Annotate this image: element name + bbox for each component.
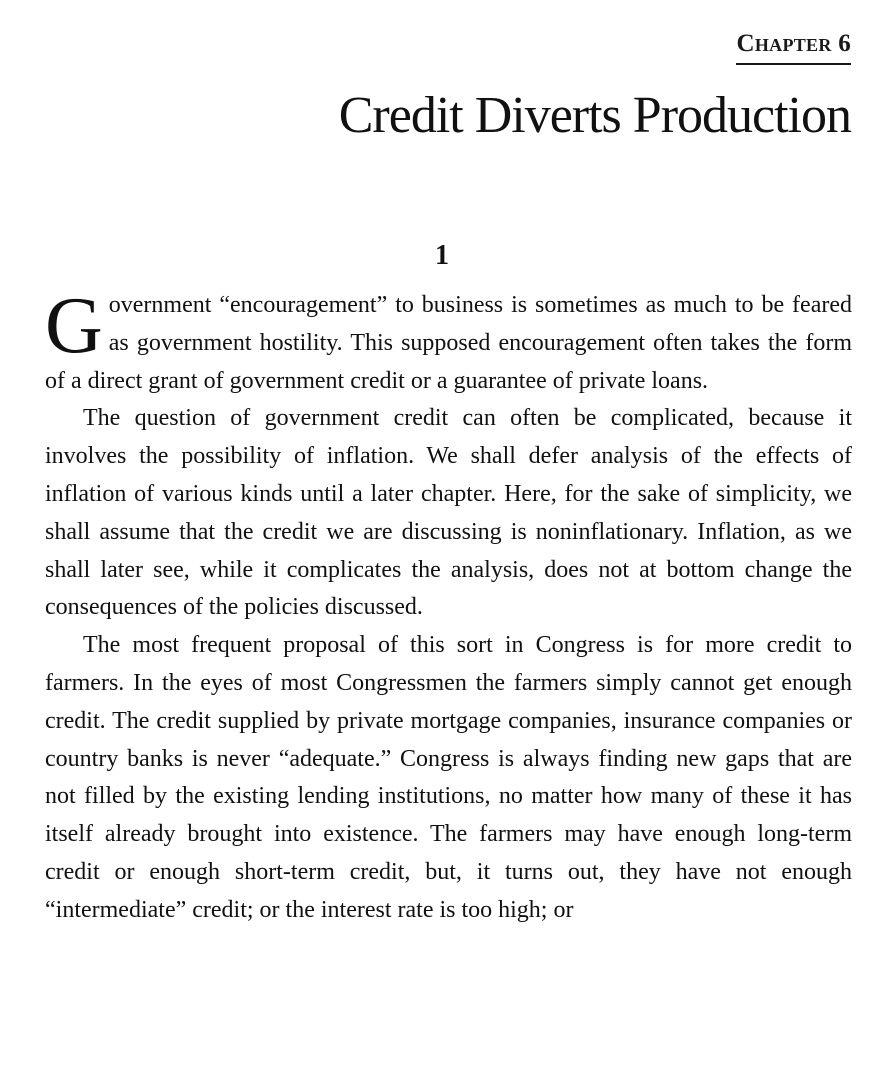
chapter-title: Credit Diverts Production <box>338 87 851 144</box>
section-number: 1 <box>435 240 449 271</box>
paragraph-2: The question of government credit can often be complicated, because it involves the possibility of inflation. We shall defer analysis of the effects of inflation of various kinds until a later chapter. Here, for the sake of simplicity, we shall assume that the credit we are discussing is noninflationary. Inflation, as we shall later see, while it complicates the analysis, does not at bottom change the consequences of the policies discussed. <box>45 405 852 621</box>
chapter-label: Chapter 6 <box>736 30 851 65</box>
paragraph-1 <box>45 282 852 400</box>
paragraph-1-text: overnment “encouragement” to business is sometimes as much to be feared as government hostility. This supposed encouragement often takes the form of a direct grant of government credit or a guarantee of private loans. <box>45 292 852 394</box>
paragraph-3: The most frequent proposal of this sort in Congress is for more credit to farmers. In the eyes of most Congressmen the farmers simply cannot get enough credit. The credit supplied by private mortgage companies, insurance companies or country banks is never “adequate.” Congress is always finding new gaps that are not filled by the existing lending institutions, no matter how many of these it has itself already brought into existence. The farmers may have enough long-term credit or enough short-term credit, but, it turns out, they have not enough “intermediate” credit; or the interest rate is too high; or <box>45 632 852 923</box>
body-text <box>45 282 852 930</box>
drop-cap: G <box>45 282 103 370</box>
